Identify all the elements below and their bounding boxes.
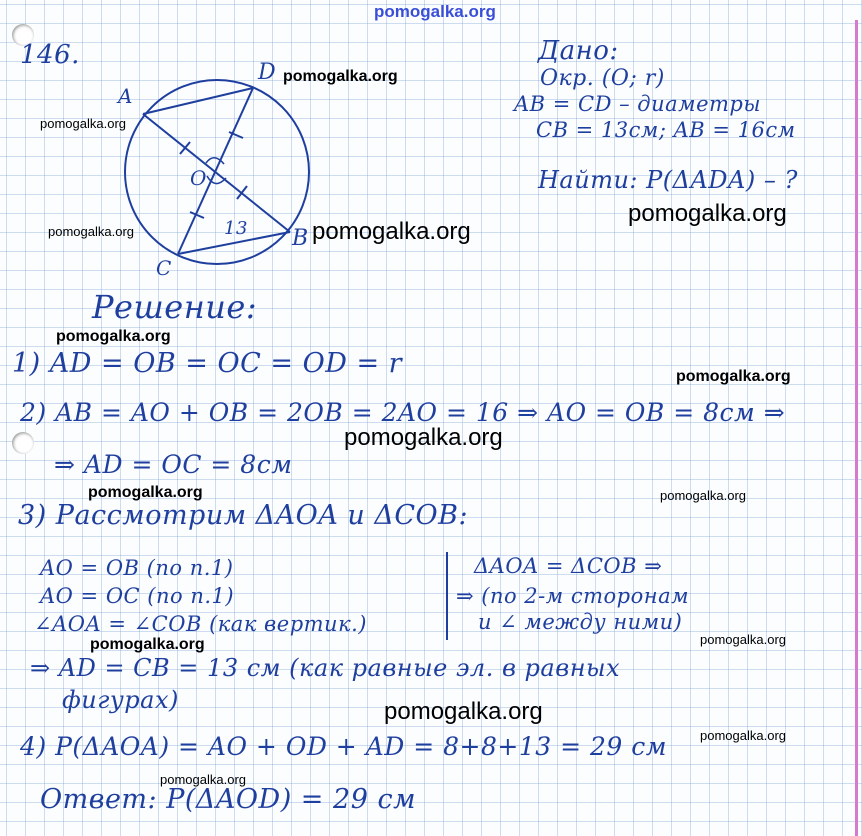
label-c: C: [156, 256, 172, 280]
given-line-2: AB = CD – диаметры: [514, 92, 761, 116]
watermark: pomogalka.org: [40, 116, 126, 131]
watermark: pomogalka.org: [660, 488, 746, 503]
watermark: pomogalka.org: [312, 218, 471, 245]
watermark: pomogalka.org: [88, 484, 203, 501]
solution-title: Решение:: [92, 288, 258, 326]
watermark: pomogalka.org: [700, 632, 786, 647]
step-3-right-2: ⇒ (по 2-м сторонам: [456, 584, 690, 608]
label-13: 13: [224, 218, 248, 239]
diameter-ab: [143, 114, 290, 232]
answer: Ответ: P(ΔAOD) = 29 см: [40, 784, 416, 815]
step-3-conclusion-1: ⇒ AD = CB = 13 см (как равные эл. в равных: [30, 654, 621, 682]
watermark: pomogalka.org: [344, 424, 503, 451]
given-title: Дано:: [538, 36, 619, 66]
divider-line: [446, 552, 448, 640]
label-d: D: [258, 60, 277, 85]
problem-number: 146.: [20, 40, 80, 70]
watermark: pomogalka.org: [48, 224, 134, 239]
watermark: pomogalka.org: [160, 772, 246, 787]
watermark: pomogalka.org: [90, 636, 205, 653]
watermark: pomogalka.org: [283, 68, 398, 85]
given-line-3: CB = 13см; AB = 16см: [536, 118, 796, 142]
watermark: pomogalka.org: [700, 728, 786, 743]
watermark: pomogalka.org: [628, 200, 787, 227]
given-line-1: Окр. (O; r): [540, 66, 665, 91]
watermark: pomogalka.org: [56, 328, 171, 345]
step-1: 1) AD = OB = OC = OD = r: [12, 348, 403, 379]
site-link[interactable]: pomogalka.org: [374, 2, 496, 21]
step-3-left-2: AO = OC (по п.1): [40, 584, 235, 608]
step-3: 3) Рассмотрим ΔAOA и ΔCOB:: [18, 500, 469, 531]
step-2-result: ⇒ AD = OC = 8см: [54, 450, 293, 479]
step-3-right-1: ΔAOA = ΔCOB ⇒: [474, 554, 663, 578]
step-4: 4) P(ΔAOA) = AO + OD + AD = 8+8+13 = 29 см: [20, 732, 667, 761]
step-3-conclusion-2: фигурах): [62, 686, 179, 714]
circle: [125, 80, 309, 264]
label-a: A: [118, 84, 133, 108]
find-line: Найти: P(ΔADA) – ?: [538, 166, 798, 194]
label-b: B: [292, 226, 309, 251]
step-2: 2) AB = AO + OB = 2OB = 2AO = 16 ⇒ AO = OB = 8см ⇒: [20, 398, 786, 427]
step-3-left-3: ∠AOA = ∠COB (как вертик.): [34, 612, 367, 636]
step-3-right-3: и ∠ между ними): [478, 610, 683, 634]
step-3-left-1: AO = OB (по п.1): [40, 556, 234, 580]
watermark: pomogalka.org: [676, 368, 791, 385]
watermark: pomogalka.org: [384, 698, 543, 725]
label-o: O: [190, 166, 207, 190]
